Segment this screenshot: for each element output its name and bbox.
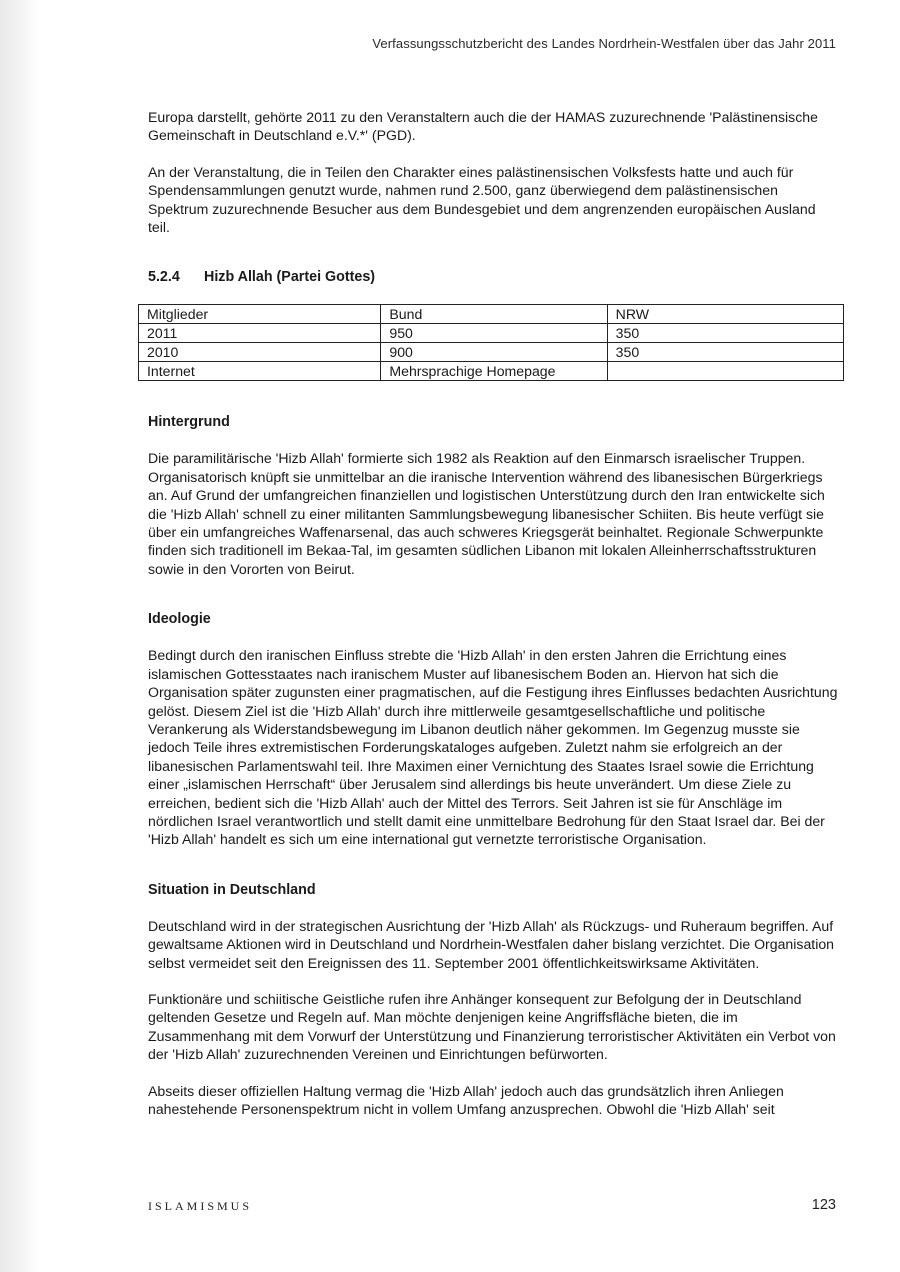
table-cell: 2011 bbox=[139, 324, 381, 343]
table-cell: Bund bbox=[381, 305, 607, 324]
ideologie-heading: Ideologie bbox=[148, 611, 211, 628]
section-title: Hizb Allah (Partei Gottes) bbox=[204, 269, 376, 286]
table-row bbox=[139, 362, 844, 381]
table-cell: Internet bbox=[139, 362, 381, 381]
page-number: 123 bbox=[811, 1197, 836, 1213]
footer-section-label: ISLAMISMUS bbox=[148, 1199, 253, 1213]
intro-paragraph-1: Europa darstellt, gehörte 2011 zu den Veranstaltern auch die der HAMAS zuzurechnende 'Palästinensische Gemeinschaft in Deutschland e.V.*' (PGD). bbox=[148, 109, 818, 144]
running-header: Verfassungsschutzbericht des Landes Nordrhein-Westfalen über das Jahr 2011 bbox=[372, 36, 836, 51]
table-cell bbox=[607, 362, 843, 381]
table-cell: NRW bbox=[607, 305, 843, 324]
situation-paragraph-1: Deutschland wird in der strategischen Ausrichtung der 'Hizb Allah' als Rückzugs- und Ruheraum begriffen. Auf gewaltsame Aktionen wird in Deutschland und Nordrhein-Westfalen daher bislang verzichtet. Die Organisation selbst vermeidet seit den Ereignissen des 11. September 2001 öffentlichkeitswirksame Aktivitäten. bbox=[148, 917, 835, 971]
table-row bbox=[139, 324, 844, 343]
table-cell: Mitglieder bbox=[139, 305, 381, 324]
section-number: 5.2.4 bbox=[148, 269, 180, 286]
page-content bbox=[148, 108, 838, 1118]
table-row bbox=[139, 305, 844, 324]
ideologie-paragraph: Bedingt durch den iranischen Einfluss strebte die 'Hizb Allah' in den ersten Jahren die Errichtung eines islamischen Gottesstaates nach iranischem Muster auf libanesischem Boden an. Hiervon hat sich die Organisation später zugunsten einer pragmatischen, auf die Festigung ihres Einflusses bedachten Ausrichtung gelöst. Diesem Ziel ist die 'Hizb Allah' durch ihre mittlerweile gesamtgesellschaftliche und politische Verankerung als Widerstandsbewegung im Libanon deutlich näher gekommen. Im Gegenzug musste sie jedoch Teile ihres extremistischen Forderungskataloges aufgeben. Zuletzt nahm sie erfolgreich an der libanesischen Parlamentswahl teil. Ihre Maximen einer Vernichtung des Staates Israel sowie die Errichtung einer „islamischen Herrschaft“ über Jerusalem sind allerdings bis heute unverändert. Um diese Ziele zu erreichen, bedient sich die 'Hizb Allah' auch der Mittel des Terrors. Seit Jahren ist sie für Anschläge im nördlichen Israel verantwortlich und stellt damit eine unmittelbare Bedrohung für den Staat Israel dar. Bei der 'Hizb Allah' handelt es sich um eine international gut vernetzte terroristische Organisation. bbox=[148, 647, 838, 848]
table-cell: 950 bbox=[381, 324, 607, 343]
situation-paragraph-2: Funktionäre und schiitische Geistliche rufen ihre Anhänger konsequent zur Befolgung der in Deutschland geltenden Gesetze und Regeln auf. Man möchte denjenigen keine Angriffsfläche bieten, die im Zusammenhang mit dem Vorwurf der Unterstützung und Finanzierung terroristischer Aktivitäten ein Verbot von der 'Hizb Allah' zuzurechnenden Vereinen und Einrichtungen befürworten. bbox=[148, 990, 836, 1063]
table-cell: Mehrsprachige Homepage bbox=[381, 362, 607, 381]
scan-edge-shadow bbox=[0, 0, 40, 1272]
intro-paragraph-2: An der Veranstaltung, die in Teilen den Charakter eines palästinensischen Volksfests hatte und auch für Spendensammlungen genutzt wurde, nahmen rund 2.500, ganz überwiegend dem palästinensischen Spektrum zuzurechnende Besucher aus dem Bundesgebiet und dem angrenzenden europäischen Ausland teil. bbox=[148, 163, 816, 236]
hintergrund-paragraph: Die paramilitärische 'Hizb Allah' formierte sich 1982 als Reaktion auf den Einmarsch israelischer Truppen. Organisatorisch knüpft sie unmittelbar an die iranische Intervention während des libanesischen Bürgerkriegs an. Auf Grund der umfangreichen finanziellen und logistischen Unterstützung durch den Iran entwickelte sich die 'Hizb Allah' schnell zu einer militanten Sammlungsbewegung libanesischer Schiiten. Bis heute verfügt sie über ein umfangreiches Waffenarsenal, das auch schweres Kriegsgerät beinhaltet. Regionale Schwerpunkte finden sich traditionell im Bekaa-Tal, im gesamten südlichen Libanon mit lokalen Alleinherrschaftsstrukturen sowie in den Vororten von Beirut. bbox=[148, 450, 825, 577]
section-heading bbox=[148, 268, 838, 286]
table-cell: 900 bbox=[381, 343, 607, 362]
table-cell: 350 bbox=[607, 343, 843, 362]
table-cell: 2010 bbox=[139, 343, 381, 362]
situation-heading: Situation in Deutschland bbox=[148, 881, 316, 898]
situation-paragraph-3: Abseits dieser offiziellen Haltung vermag die 'Hizb Allah' jedoch auch das grundsätzlich ihren Anliegen nahestehende Personenspektrum nicht in vollem Umfang anzusprechen. Obwohl die 'Hizb Allah' seit bbox=[148, 1082, 784, 1117]
table-row bbox=[139, 343, 844, 362]
hintergrund-heading: Hintergrund bbox=[148, 414, 230, 431]
membership-table bbox=[138, 304, 844, 381]
table-cell: 350 bbox=[607, 324, 843, 343]
